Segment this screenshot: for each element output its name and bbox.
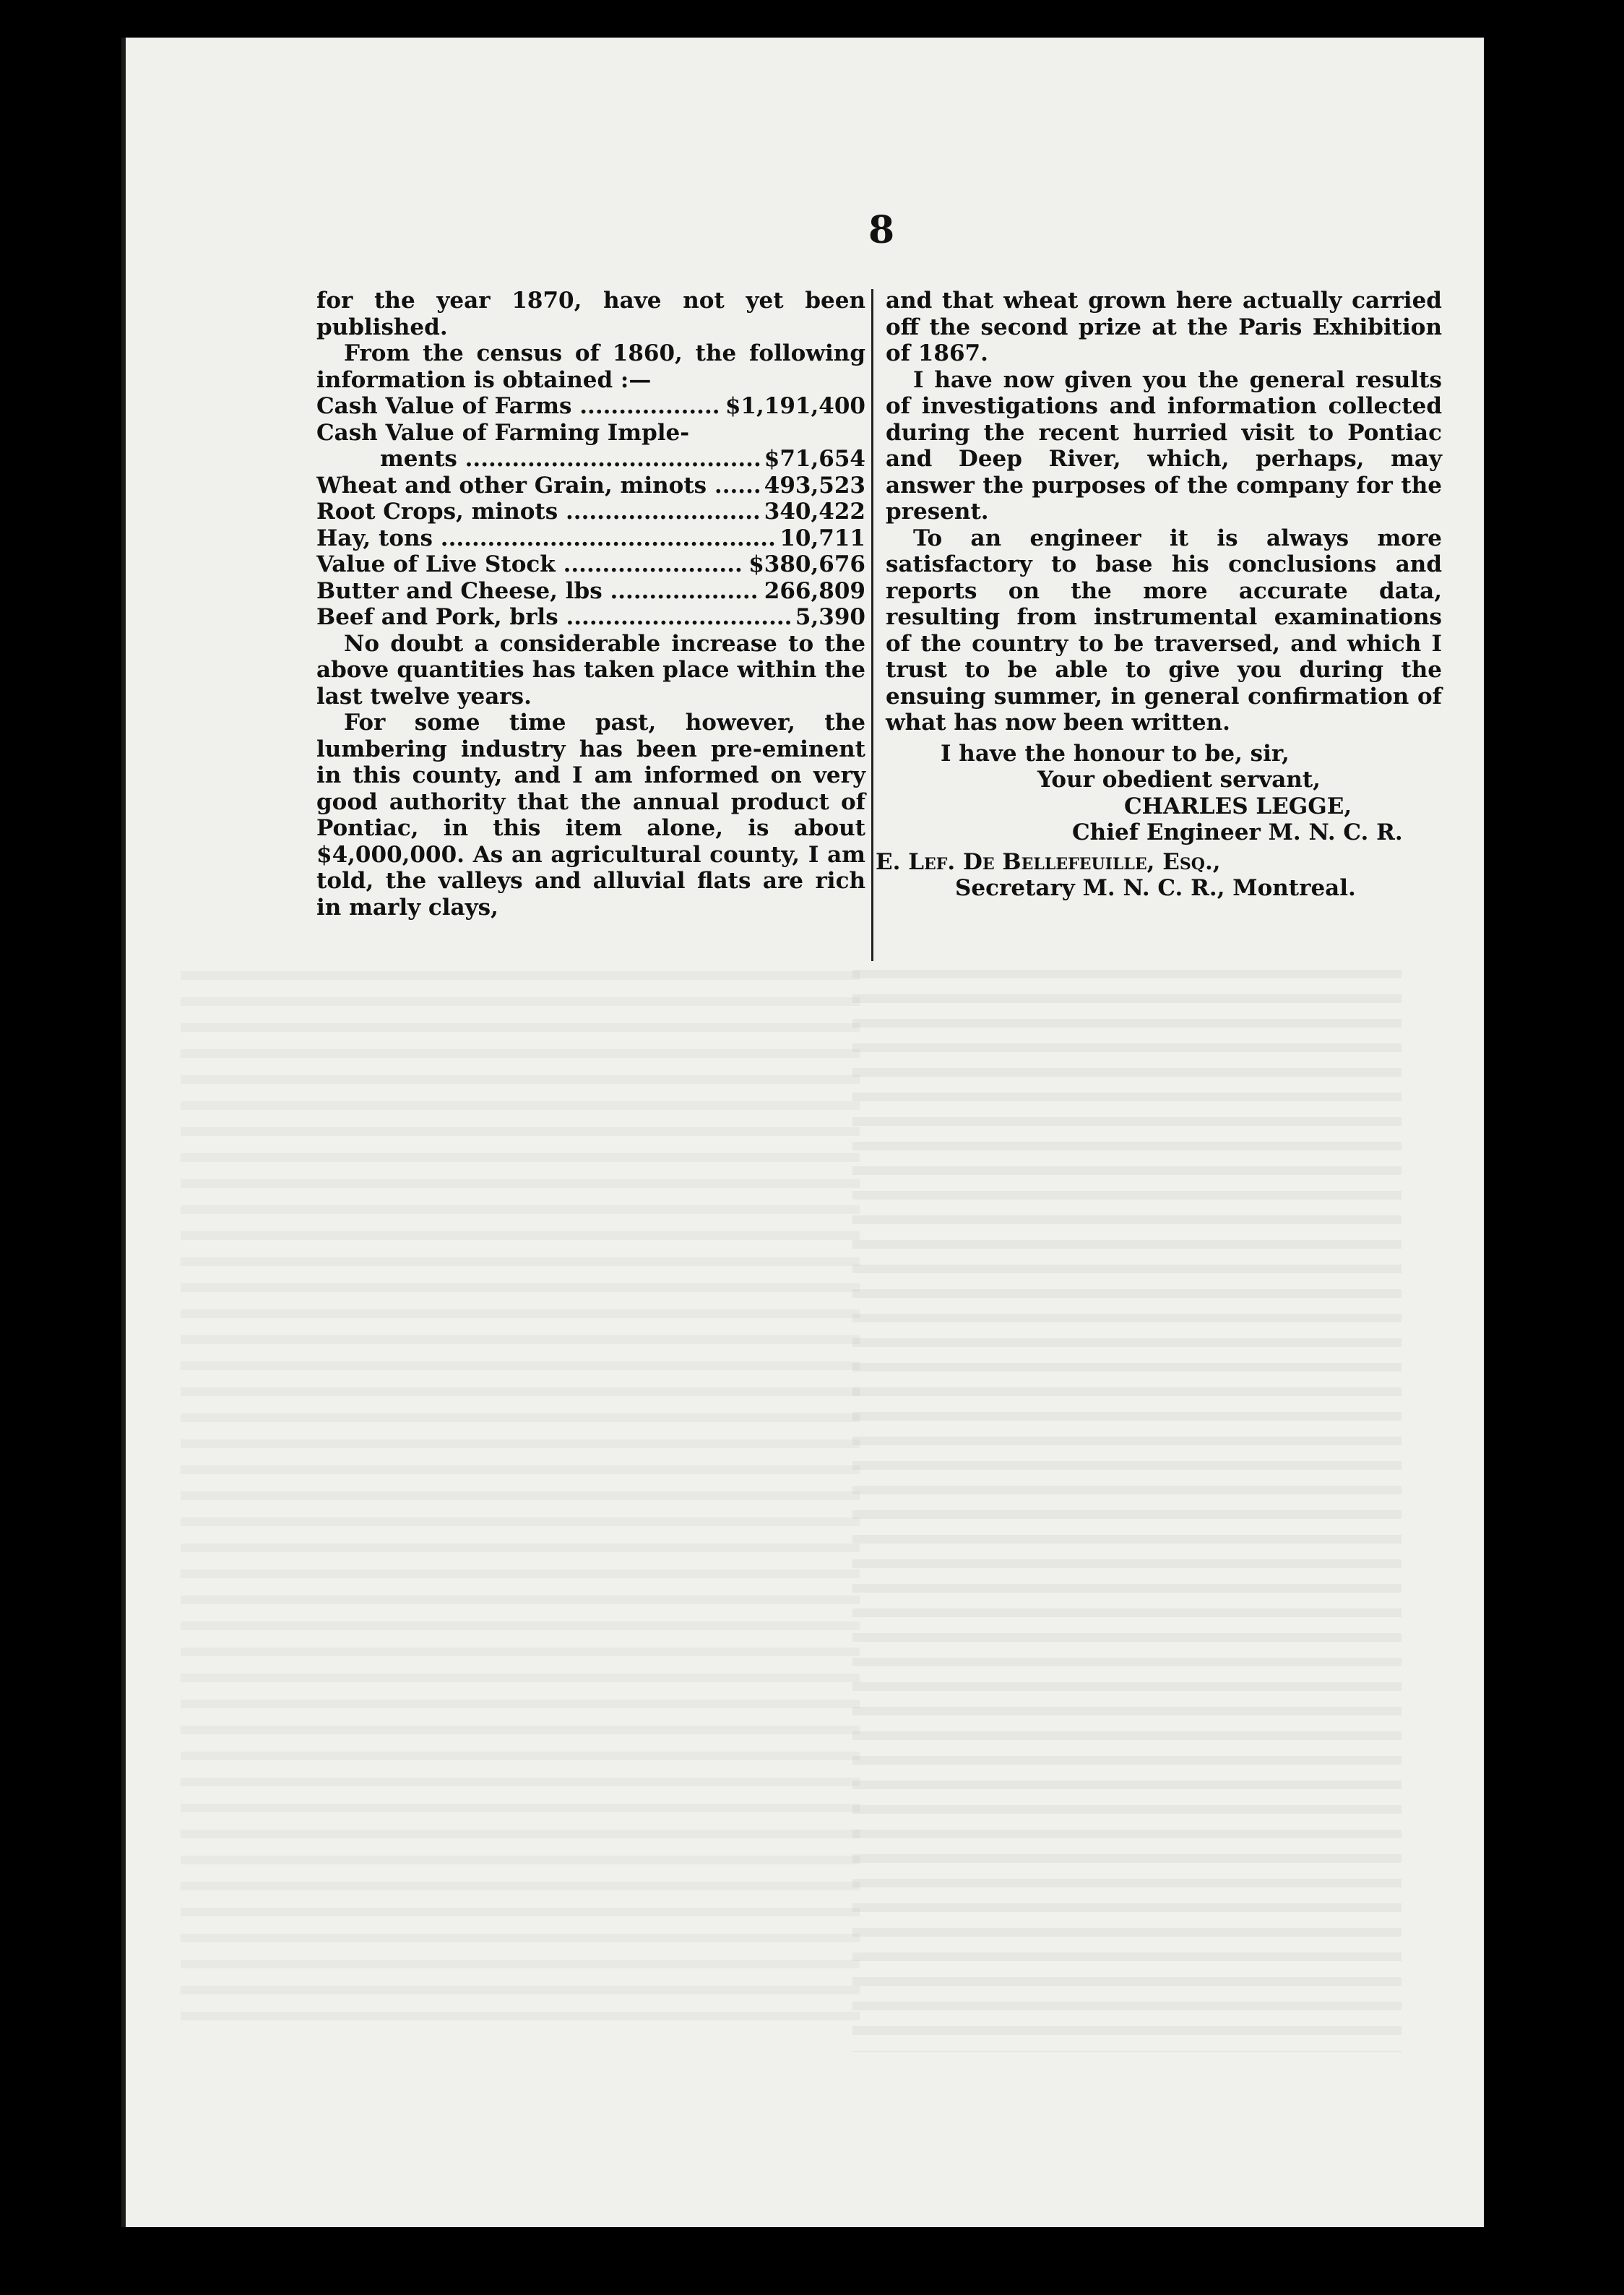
table-row <box>316 446 865 473</box>
paragraph: for the year 1870, have not yet been published. <box>316 288 865 340</box>
row-label: Cash Value of Farming Imple- <box>316 419 690 446</box>
closing-line-2: Your obedient servant, <box>1037 767 1321 793</box>
row-label: ments ..... <box>380 446 760 473</box>
row-label: Cash Value of Farms ..... <box>316 393 721 420</box>
column-divider <box>871 289 873 961</box>
row-label: Root Crops, minots ..... <box>316 499 760 525</box>
signature-title: Chief Engineer M. N. C. R. <box>1072 819 1403 845</box>
page-number: 8 <box>868 208 895 252</box>
census-table <box>316 393 865 631</box>
row-label: Value of Live Stock ..... <box>316 551 744 578</box>
row-label: Wheat and other Grain, minots ..... <box>316 473 760 499</box>
row-value: $1,191,400 <box>725 393 865 419</box>
table-row <box>316 525 865 552</box>
bleed-through-right <box>852 954 1401 2052</box>
addressee: E. Lef. De Bellefeuille, Esq., <box>876 848 1221 875</box>
paragraph: For some time past, however, the lumbering industry has been pre-eminent in this county, and I am informed on very good authority that the annual product of Pontiac, in this item alone, is about $4,000,000. As an agricultural county, I am told, the valleys and alluvial flats are rich in marly clays, <box>316 710 865 921</box>
table-row <box>316 473 865 499</box>
bleed-through-left <box>181 954 860 2023</box>
table-row <box>316 499 865 525</box>
left-column <box>316 288 865 921</box>
table-row <box>316 551 865 578</box>
signature: CHARLES LEGGE, <box>1124 793 1352 819</box>
paragraph: From the census of 1860, the following information is obtained :— <box>316 340 865 393</box>
paragraph: To an engineer it is always more satisfactory to base his conclusions and reports on the more accurate data, resulting from instrumental examinations of the country to be traversed, and which I trust to be able to give you during the ensuing summer, in general confirmation of what has now been written. <box>886 525 1442 736</box>
table-row <box>316 604 865 631</box>
row-label: Beef and Pork, brls ..... <box>316 604 791 631</box>
row-value: $380,676 <box>748 551 865 577</box>
row-value: 493,523 <box>764 472 865 499</box>
addressee-title: Secretary M. N. C. R., Montreal. <box>955 875 1356 901</box>
row-value: 266,809 <box>764 577 865 604</box>
row-value: 340,422 <box>764 499 865 525</box>
row-label: Hay, tons ..... <box>316 525 775 552</box>
row-label: Butter and Cheese, lbs ..... <box>316 578 760 605</box>
closing-line: I have the honour to be, sir, <box>941 740 1290 767</box>
right-column <box>876 288 1442 902</box>
table-row <box>316 420 865 447</box>
row-value: 5,390 <box>795 604 865 630</box>
paragraph: I have now given you the general results of investigations and information collected during the recent hurried visit to Pontiac and Deep River, which, perhaps, may answer the purposes of the company for the present. <box>886 366 1442 525</box>
row-value: 10,711 <box>779 525 865 551</box>
table-row <box>316 393 865 420</box>
paragraph: and that wheat grown here actually carried off the second prize at the Paris Exhibition of 1867. <box>886 288 1442 366</box>
row-value: $71,654 <box>764 446 865 472</box>
table-row <box>316 578 865 605</box>
paragraph: No doubt a considerable increase to the above quantities has taken place within the last twelve years. <box>316 630 865 710</box>
